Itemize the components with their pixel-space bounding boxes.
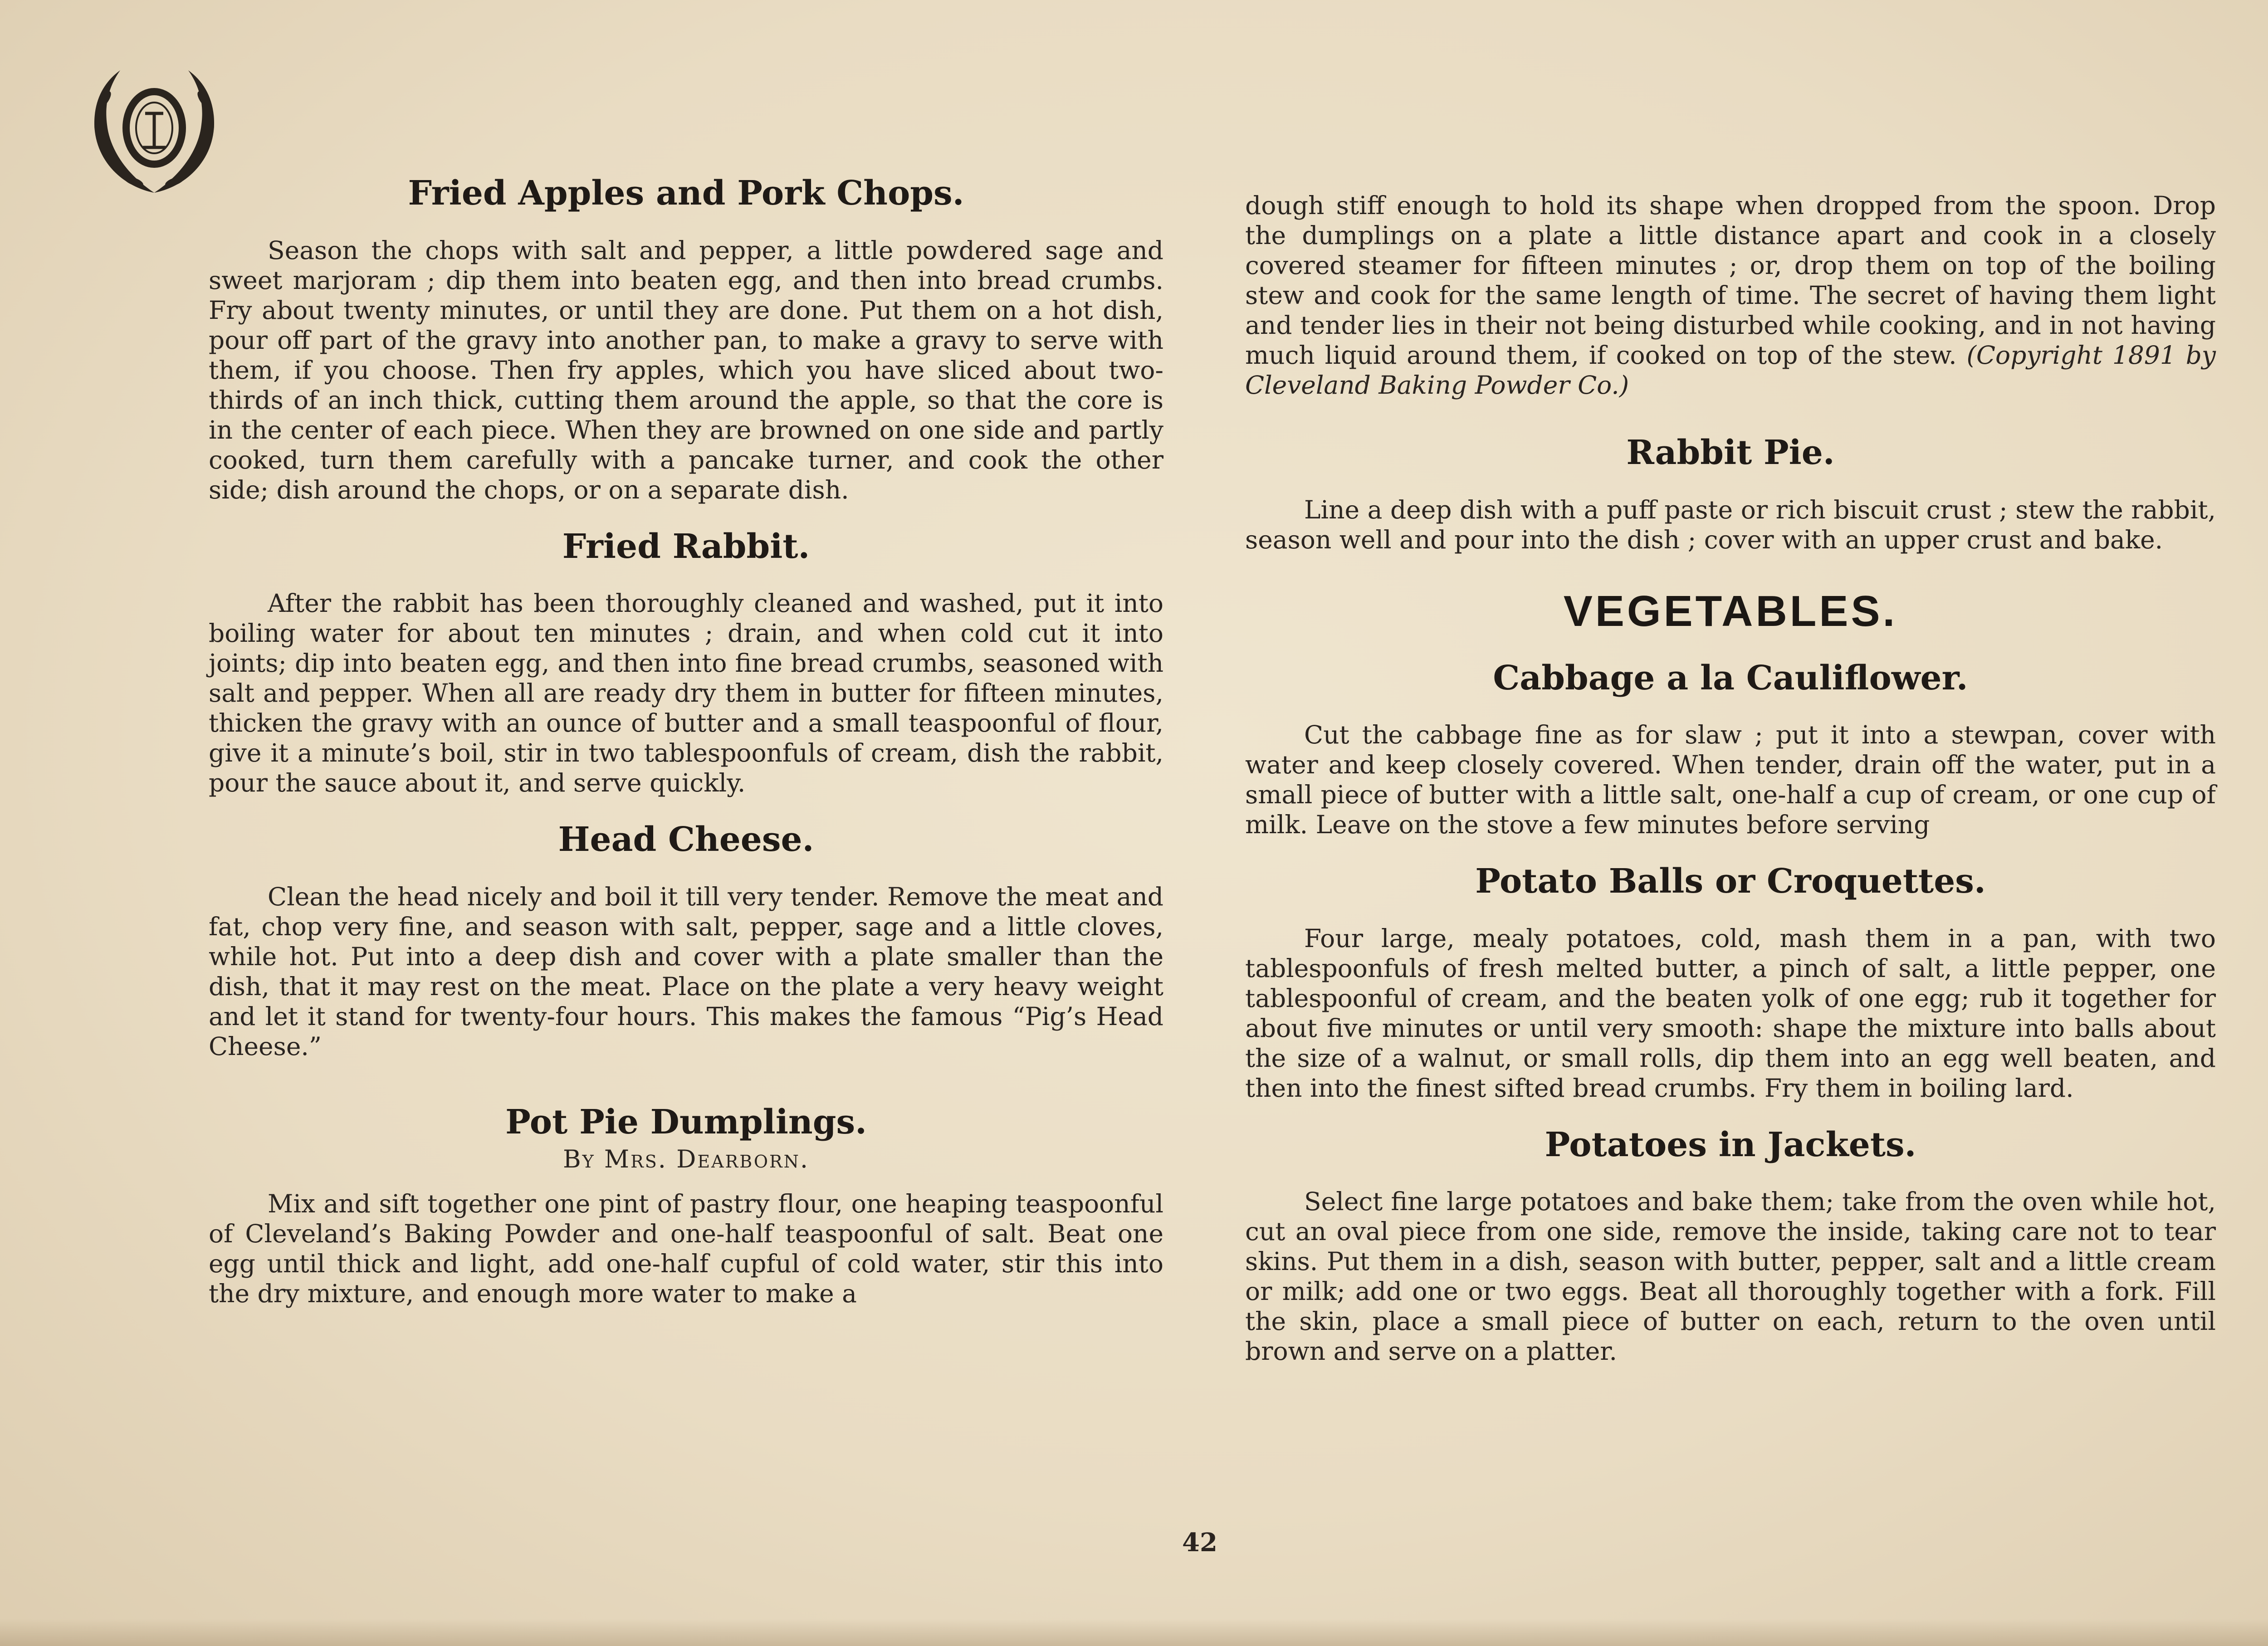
section-heading-vegetables: VEGETABLES. [1563,586,1898,635]
recipe-body-potatoes-jackets: Select fine large potatoes and bake them; take from the oven while hot, cut an oval piece from one side, remove the inside, taking care not to tear skins. Put them in a dish, season with butter, pepper, salt and a little cream or milk; add one or two eggs. Beat all thoroughly together with a fork. Fill the skin, place a small piece of butter on each, return to the oven until brown and serve on a platter. [1245,1187,2216,1366]
recipe-body-fried-rabbit: After the rabbit has been thoroughly cleaned and washed, put it into boiling water for about ten minutes ; drain, and when cold cut it into joints; dip into beaten egg, and then into fine bread crumbs, seasoned with salt and pepper. When all are ready dry them in butter for fifteen minutes, thicken the gravy with an ounce of butter and a small teaspoonful of flour, give it a minute’s boil, stir in two tablespoonfuls of cream, dish the rabbit, pour the sauce about it, and serve quickly. [209,589,1163,797]
recipe-byline: By Mrs. Dearborn. [562,1145,810,1173]
recipe-body-rabbit-pie: Line a deep dish with a puff paste or rich biscuit crust ; stew the rabbit, season well and pour into the dish ; cover with an upper crust and bake. [1245,495,2216,554]
recipe-title-fried-rabbit: Fried Rabbit. [562,527,810,566]
recipe-body-pot-pie: Mix and sift together one pint of pastry flour, one heaping teaspoonful of Cleveland’s Baking Powder and one-half teaspoonful of salt. Beat one egg until thick and light, add one-half cupful of cold water, stir this into the dry mixture, and enough more water to make a [209,1189,1163,1308]
pot-pie-continued-text: dough stiff enough to hold its shape when dropped from the spoon. Drop the dumplings on a plate a little distance apart and cook in a closely covered steamer for fifteen minutes ; or, drop them on top of the boiling stew and cook for the same length of time. The secret of having them light and tender lies in their not being disturbed while cooking, and in not having much liquid around them, if cooked on top of the stew. [1245,191,2216,370]
copyright-note: (Copyright 1891 by Cleveland Baking Powder Co.) [1245,341,2216,400]
recipe-title-rabbit-pie: Rabbit Pie. [1626,433,1835,472]
recipe-title-potato-balls: Potato Balls or Croquettes. [1475,862,1986,901]
recipe-title-potatoes-jackets: Potatoes in Jackets. [1545,1125,1916,1164]
recipe-body-head-cheese: Clean the head nicely and boil it till very tender. Remove the meat and fat, chop very fine, and season with salt, pepper, sage and a little cloves, while hot. Put into a deep dish and cover with a plate smaller than the dish, that it may rest on the meat. Place on the plate a very heavy weight and let it stand for twenty-four hours. This makes the famous “Pig’s Head Cheese.” [209,882,1163,1061]
recipe-body-pot-pie-continued [1245,190,2216,400]
recipe-body-cabbage: Cut the cabbage fine as for slaw ; put it into a stewpan, cover with water and keep closely covered. When tender, drain off the water, put in a small piece of butter with a little salt, one-half a cup of cream, or one cup of milk. Leave on the stove a few minutes before serving [1245,720,2216,839]
recipe-title-head-cheese: Head Cheese. [558,820,814,859]
recipe-title-fried-apples: Fried Apples and Pork Chops. [408,174,964,213]
right-column [1245,190,2216,1366]
page-bottom-shadow [0,1619,2268,1646]
recipe-title-pot-pie: Pot Pie Dumplings. [505,1102,867,1142]
recipe-body-fried-apples: Season the chops with salt and pepper, a little powdered sage and sweet marjoram ; dip them into beaten egg, and then into bread crumbs. Fry about twenty minutes, or until they are done. Put them on a hot dish, pour off part of the gravy into another pan, to make a gravy to serve with them, if you choose. Then fry apples, which you have sliced about two-thirds of an inch thick, cutting them around the apple, so that the core is in the center of each piece. When they are browned on one side and partly cooked, turn them carefully with a pancake turner, and cook the other side; dish around the chops, or on a separate dish. [209,235,1163,504]
page-number: 42 [1182,1528,1217,1558]
wreath-monogram-emblem-icon [77,50,231,204]
recipe-body-potato-balls: Four large, mealy potatoes, cold, mash them in a pan, with two tablespoonfuls of fresh melted butter, a pinch of salt, a little pepper, one tablespoonful of cream, and the beaten yolk of one egg; rub it together for about five minutes or until very smooth: shape the mixture into balls about the size of a walnut, or small rolls, dip them into an egg well beaten, and then into the finest sifted bread crumbs. Fry them in boiling lard. [1245,923,2216,1103]
left-column [209,172,1163,1309]
recipe-title-cabbage: Cabbage a la Cauliflower. [1493,658,1968,698]
